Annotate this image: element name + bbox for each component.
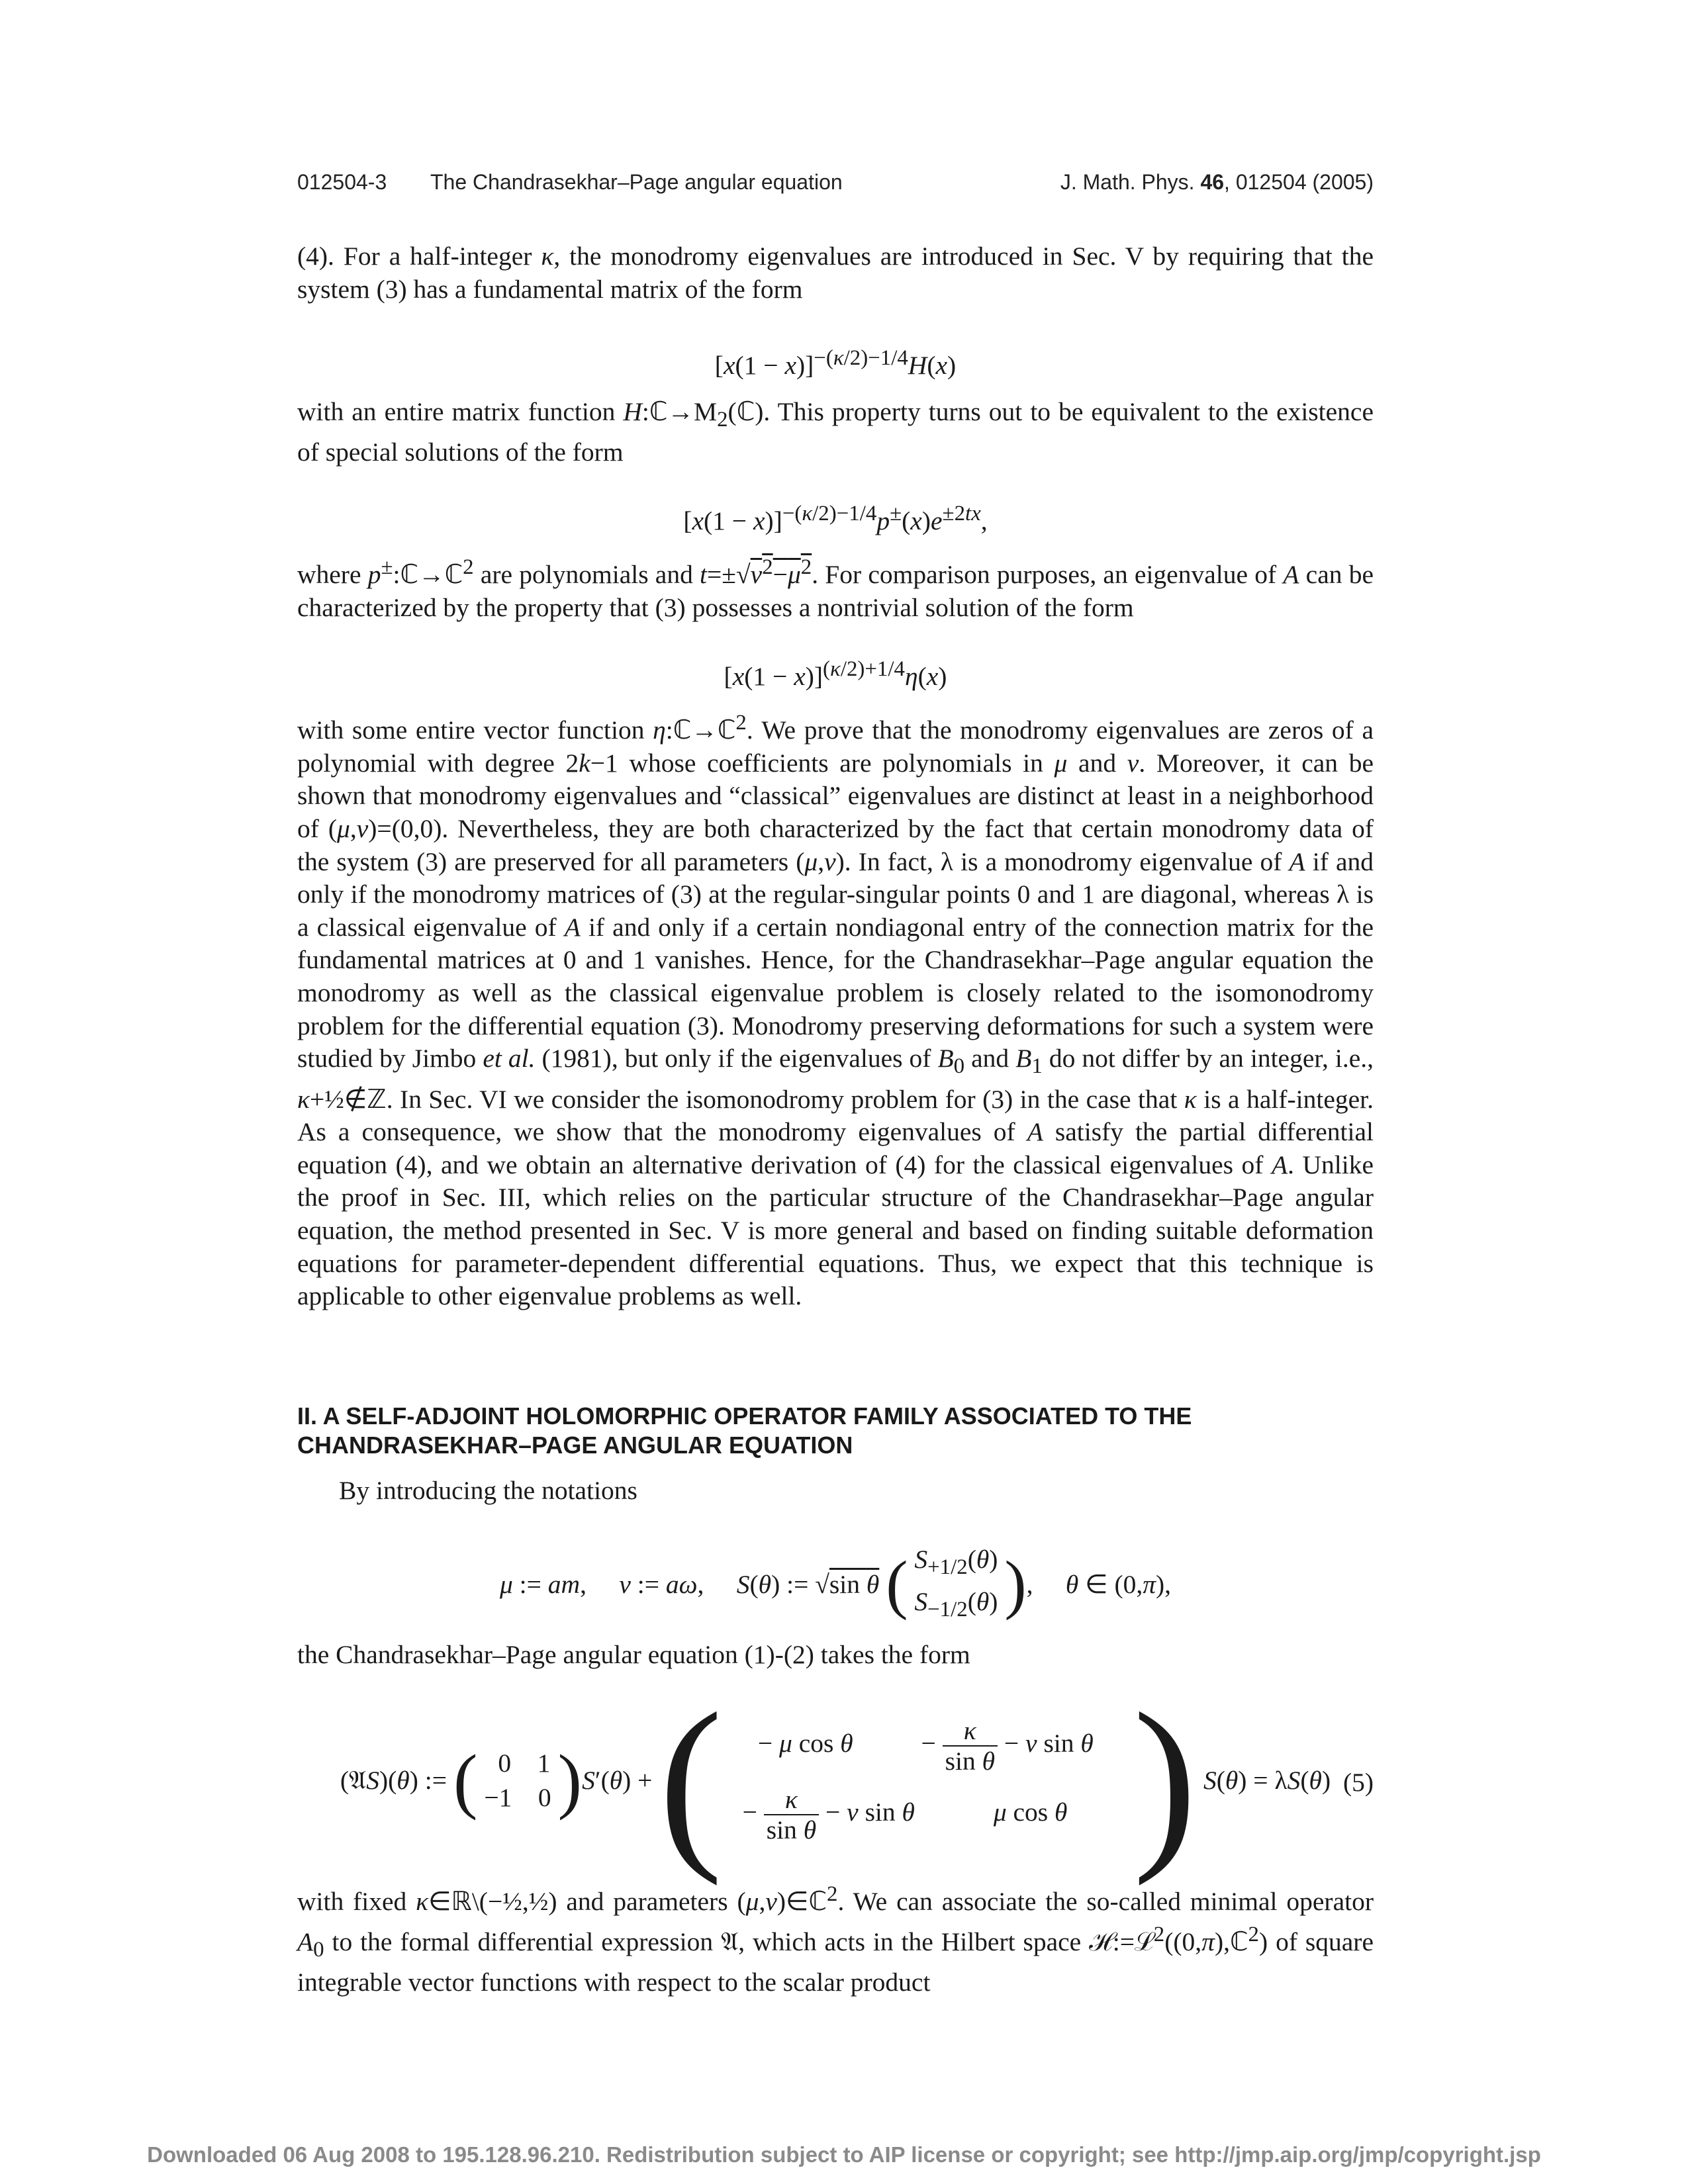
equation-fundamental-matrix: $[x(1 - x)]^{-(\kappa/2)-1/4}H(x)$ <box>714 346 957 381</box>
paragraph-polynomials: where p±:ℂ→ℂ$^2$ are polynomials and $t=\pm√\nu^2-\mu^2$. For comparison purposes, an eigenvalue of A can be characterized by the property that (3) possesses a nontrivial solution of the form <box>297 555 1374 622</box>
paragraph-entire-matrix: with an entire matrix function $H:ℂ\to M_2(ℂ)$. This property turns out to be equivalent to the existence of special solutions of the form <box>297 397 1374 467</box>
running-title: The Chandrasekhar–Page angular equation <box>430 170 843 194</box>
paragraph-intro: (4). For a half-integer κ, the monodromy eigenvalues are introduced in Sec. V by requiring that the system (3) has a fundamental matrix of the form <box>297 242 1374 304</box>
equation-eta-solution: $[x(1 - x)]^{(\kappa/2)+1/4}\eta(x)$ <box>724 657 947 692</box>
equation-special-solutions: $[x(1 - x)]^{-(\kappa/2)-1/4}p^\pm(x)e^{\pm 2tx}$, <box>683 502 988 536</box>
section-heading: II. A SELF-ADJOINT HOLOMORPHIC OPERATOR FAMILY ASSOCIATED TO THE CHANDRASEKHAR–PAGE ANGULAR EQUATION <box>297 1402 1192 1459</box>
paragraph-minimal-operator: with fixed κ∈ℝ\(−½,½) and parameters (μ,ν)∈ℂ$^2$. We can associate the so-called minimal operator $A_0$ to the formal differential expression 𝔄, which acts in the Hilbert space ℋ:=ℒ$^2$((0,π),ℂ$^2$) of square integrable vector functions with respect to the scalar product <box>297 1882 1374 1997</box>
paragraph-notations: By introducing the notations <box>339 1476 637 1505</box>
paragraph-main: with some entire vector function η:ℂ→ℂ$^2$. We prove that the monodromy eigenvalues are zeros of a polynomial with degree 2k−1 whose coefficients are polynomials in μ and ν. Moreover, it can be shown that monodromy eigenvalues and “classical” eigenvalues are distinct at least in a neighborhood of (μ,ν)=(0,0). Nevertheless, they are both characterized by the fact that certain monodromy data of the system (3) are preserved for all parameters (μ,ν). In fact, λ is a monodromy eigenvalue of A if and only if the monodromy matrices of (3) at the regular-singular points 0 and 1 are diagonal, whereas λ is a classical eigenvalue of A if and only if a certain nondiagonal entry of the connection matrix for the fundamental matrices at 0 and 1 vanishes. Hence, for the Chandrasekhar–Page angular equation the monodromy as well as the classical eigenvalue problem is closely related to the isomonodromy problem for the differential equation (3). Monodromy preserving deformations for such a system were studied by Jimbo et al. (1981), but only if the eigenvalues of $B_0$ and $B_1$ do not differ by an integer, i.e., κ+½∉ℤ. In Sec. VI we consider the isomonodromy problem for (3) in the case that κ is a half-integer. As a consequence, we show that the monodromy eigenvalues of A satisfy the partial differential equation (4), and we obtain an alternative derivation of (4) for the classical eigenvalues of A. Unlike the proof in Sec. III, which relies on the particular structure of the Chandrasekhar–Page angular equation, the method presented in Sec. V is more general and based on finding suitable deformation equations for parameter-dependent differential equations. Thus, we expect that this technique is applicable to other eigenvalue problems as well. <box>297 711 1374 1311</box>
page-id: 012504-3 <box>297 170 387 194</box>
equation-number: (5) <box>1342 1768 1374 1797</box>
journal-citation: J. Math. Phys. 46, 012504 (2005) <box>1060 170 1374 194</box>
equation-notations: μ := am, ν := aω, S(θ) := √sin θ ( $S_{+1/2}(\theta)$ $S_{-1/2}(\theta)$ ), θ ∈ (0,π), <box>499 1545 1172 1621</box>
download-notice: Downloaded 06 Aug 2008 to 195.128.96.210. Redistribution subject to AIP license or copyright; see http://jmp.aip.org/jmp/copyright.jsp <box>147 2142 1541 2167</box>
paragraph-takes-form: the Chandrasekhar–Page angular equation (1)-(2) takes the form <box>297 1640 970 1669</box>
equation-5: (𝔄S)(θ) := ( 0 1 −1 0 )S′(θ) + ( − μ cos θ − $\frac{\kappa}{\text{sin θ}}$ − ν sin θ − $\frac{\kappa}{\text{sin θ}}$ − ν sin θ μ cos θ ) S(θ) = λS(θ) (5) <box>340 1674 1374 1886</box>
